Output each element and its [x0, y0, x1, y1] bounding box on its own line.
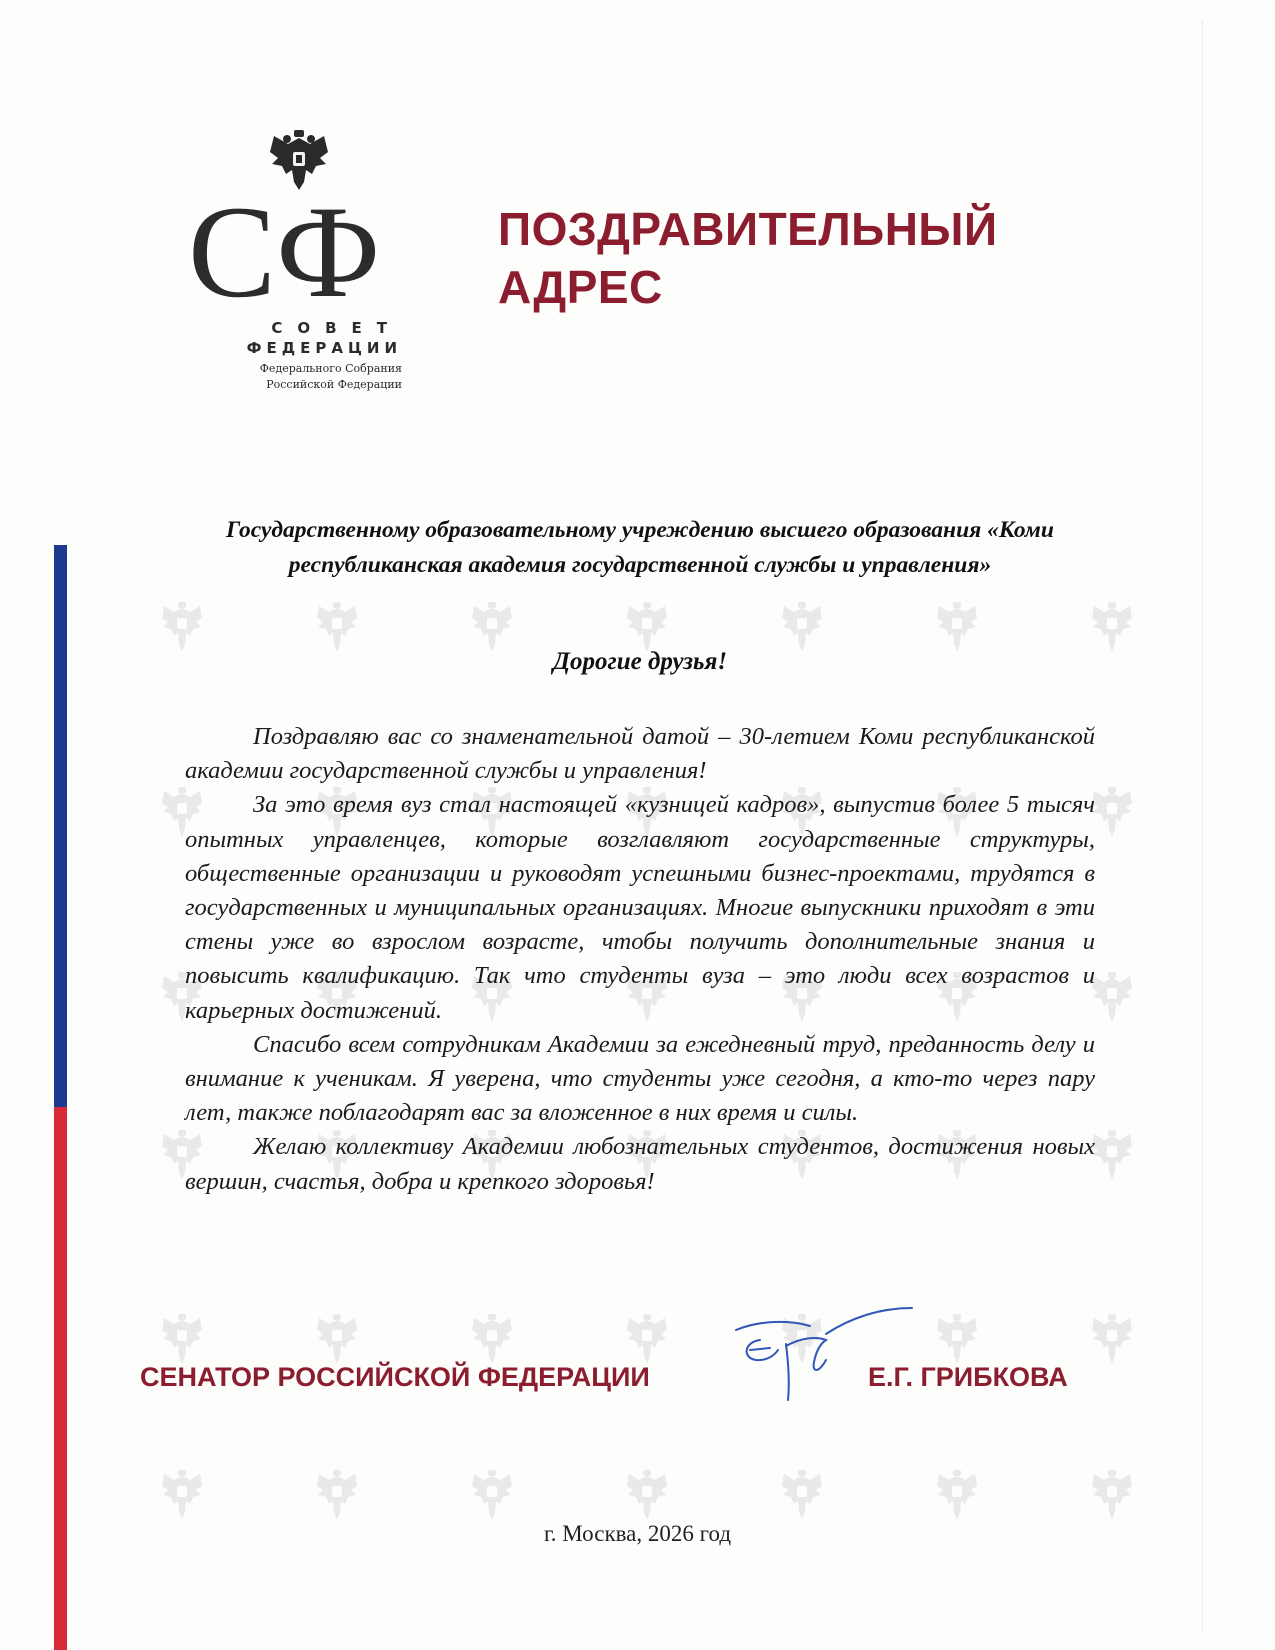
title-line-2: АДРЕС: [498, 261, 663, 313]
scan-edge: [1202, 20, 1203, 1630]
watermark-eagle-icon: [935, 1468, 979, 1522]
body-paragraph: Спасибо всем сотрудникам Академии за ежедневный труд, преданность делу и внимание к ученикам. Я уверена, что студенты уже сегодня, а кто-то через пару лет, также поблагодарят вас за вложенное в них время и силы.: [185, 1030, 1095, 1127]
watermark-eagle-icon: [160, 1468, 204, 1522]
watermark-eagle-icon: [625, 1312, 669, 1366]
watermark-eagle-icon: [780, 1468, 824, 1522]
document-title: [498, 200, 1078, 316]
title-line-1: ПОЗДРАВИТЕЛЬНЫЙ: [498, 203, 998, 255]
watermark-eagle-icon: [315, 600, 359, 654]
handwritten-signature: [730, 1300, 920, 1410]
watermark-eagle-icon: [935, 1312, 979, 1366]
flag-stripe-white: [54, 0, 67, 545]
place-and-date: г. Москва, 2026 год: [543, 1521, 732, 1546]
logo-text-federatsii: ФЕДЕРАЦИИ: [246, 339, 402, 357]
signer-position: СЕНАТОР РОССИЙСКОЙ ФЕДЕРАЦИИ: [140, 1362, 650, 1392]
watermark-eagle-icon: [315, 1468, 359, 1522]
watermark-eagle-icon: [470, 1312, 514, 1366]
watermark-eagle-icon: [160, 1312, 204, 1366]
sf-monogram-logo: [188, 188, 408, 308]
body-paragraph: Поздравляю вас со знаменательной датой – 30-летием Коми республиканской академии государственной службы и управления!: [185, 723, 1095, 785]
watermark-eagle-icon: [625, 1468, 669, 1522]
signer-name: Е.Г. ГРИБКОВА: [868, 1362, 1068, 1392]
watermark-eagle-icon: [1090, 600, 1134, 654]
watermark-eagle-icon: [1090, 1128, 1134, 1182]
body-paragraph: За это время вуз стал настоящей «кузницей кадров», выпустив более 5 тысяч опытных управленцев, которые возглавляют государственные структуры, общественные организации и руководят успешными бизнес-проектами, трудятся в государственных и муниципальных организациях. Многие выпускники приходят в эти стены уже во взрослом возрасте, чтобы получить дополнительные знания и повысить квалификацию. Так что студенты вуза – это люди всех возрастов и карьерных достижений.: [185, 791, 1095, 1024]
watermark-eagle-icon: [625, 600, 669, 654]
addressee: Государственному образовательному учреждению высшего образования «Коми республиканская академия государственной службы и управления»: [226, 517, 1054, 578]
watermark-eagle-icon: [935, 600, 979, 654]
watermark-eagle-icon: [1090, 970, 1134, 1024]
logo-text-rf: Российской Федерации: [266, 378, 402, 391]
watermark-eagle-icon: [315, 1312, 359, 1366]
watermark-eagle-icon: [470, 600, 514, 654]
watermark-eagle-icon: [1090, 1312, 1134, 1366]
watermark-eagle-icon: [160, 600, 204, 654]
watermark-eagle-icon: [1090, 785, 1134, 839]
flag-stripe-red: [54, 1107, 67, 1650]
watermark-eagle-icon: [470, 1468, 514, 1522]
svg-text:СФ: СФ: [188, 188, 381, 308]
body-paragraph: Желаю коллективу Академии любознательных студентов, достижения новых вершин, счастья, добра и крепкого здоровья!: [185, 1133, 1095, 1195]
logo-text-sobrania: Федерального Собрания: [259, 362, 402, 375]
greeting: Дорогие друзья!: [552, 648, 728, 675]
flag-stripe-blue: [54, 545, 67, 1107]
logo-text-sovet: СОВЕТ: [271, 319, 402, 337]
watermark-eagle-icon: [780, 600, 824, 654]
letter-body: [185, 720, 1095, 1199]
double-headed-eagle-icon: [268, 128, 330, 192]
watermark-eagle-icon: [1090, 1468, 1134, 1522]
